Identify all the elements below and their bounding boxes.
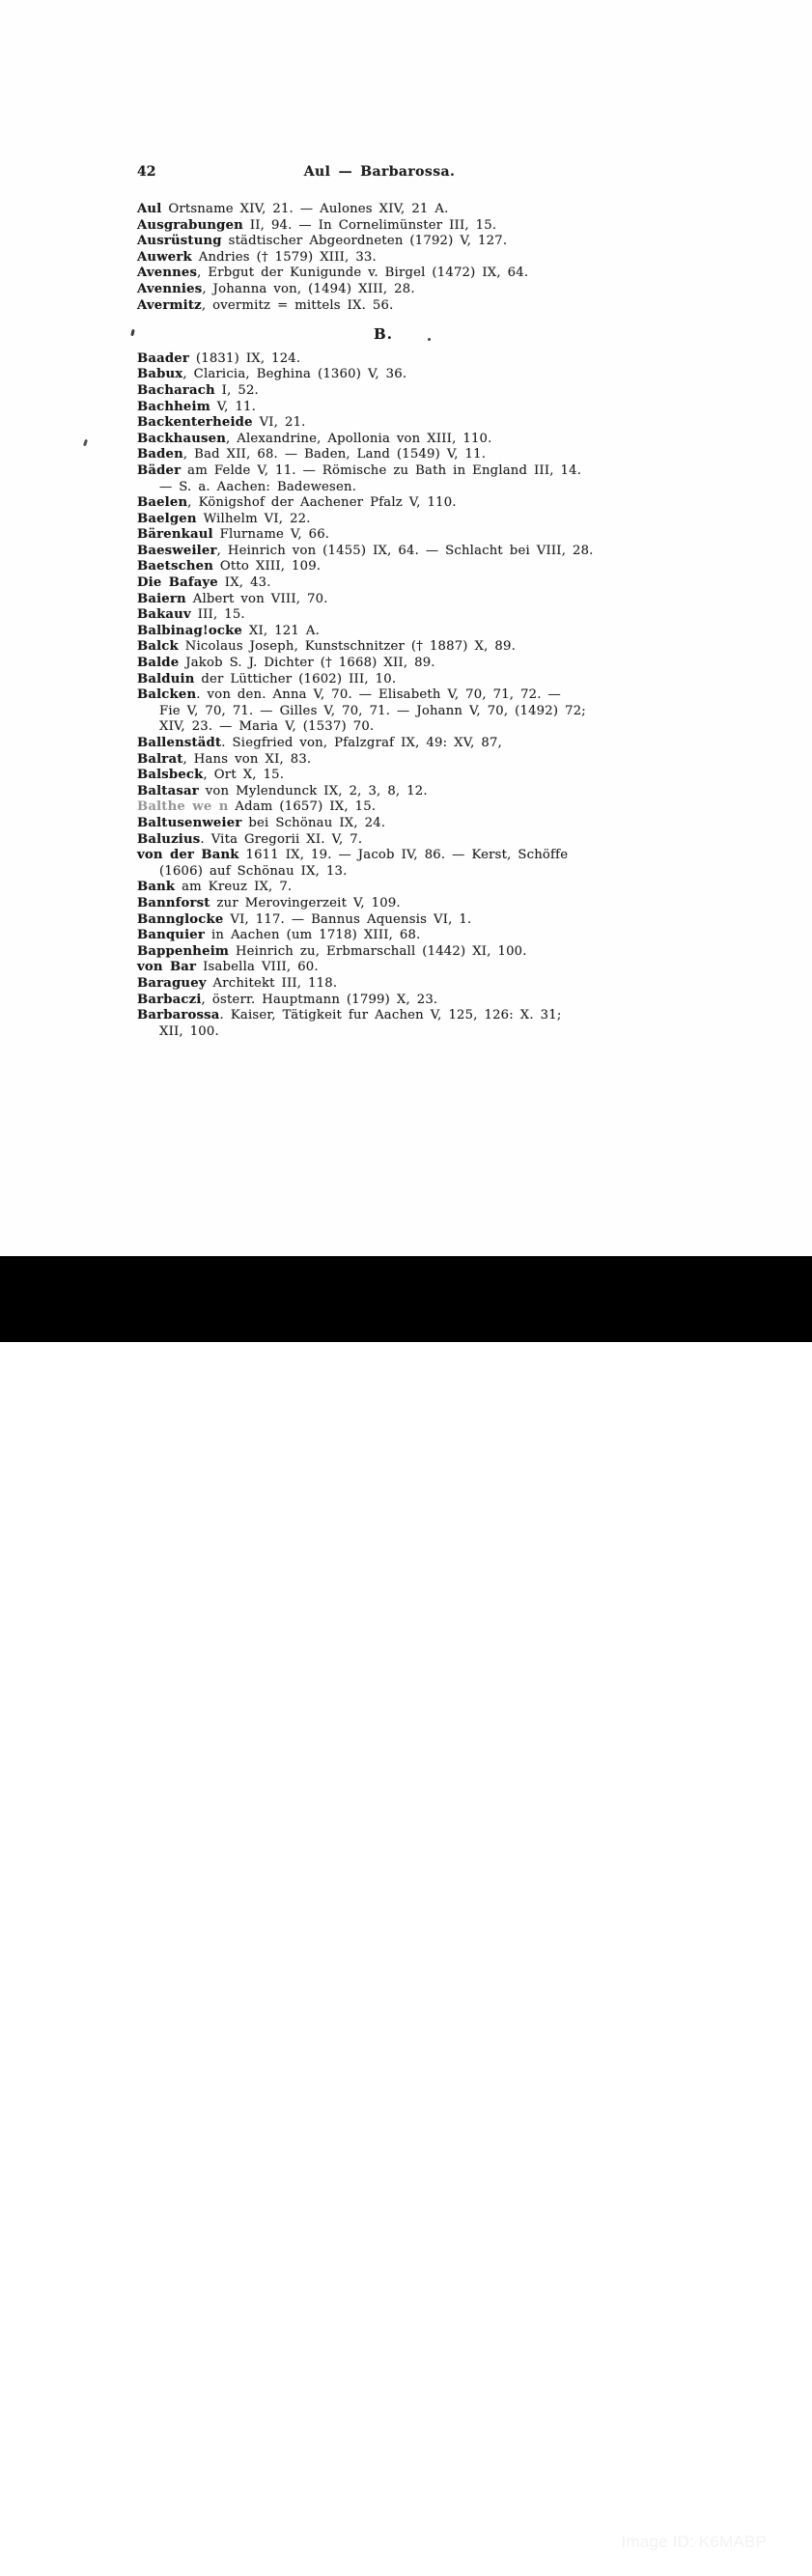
index-entry-line [137,1024,630,1041]
entry-headword: Baluzius [137,831,201,847]
entry-headword: Balthe we n [137,799,229,815]
section-heading-b: B. [374,325,393,344]
ink-speck [83,439,88,446]
index-entry-line [137,960,630,976]
entry-text: (1606) auf Schönau IX, 13. [159,863,348,879]
index-entry-line [137,832,630,849]
entry-headword: Balck [137,639,179,655]
entry-headword: Bäder [137,462,182,478]
entry-text: Andries († 1579) XIII, 33. [191,249,377,265]
entry-text: Heinrich zu, Erbmarschall (1442) XI, 100. [229,943,527,959]
page-header [137,164,622,182]
index-entry-line [137,575,630,592]
entry-text: , Ort X, 15. [203,768,285,783]
index-entry-line [137,607,630,624]
entry-text: Isabella VIII, 60. [196,960,319,975]
entry-text: , Johanna von, (1494) XIII, 28. [202,281,415,296]
entry-headword: Baesweiler [137,543,217,558]
index-section-b [137,351,630,1041]
entry-headword: Baiern [137,591,186,606]
entry-text: , Erbgut der Kunigunde v. Birgel (1472) IX, 64. [197,266,529,281]
entry-text: II, 94. — In Cornelimünster III, 15. [242,217,497,233]
entry-headword: Bakauv [137,607,191,623]
entry-headword: Auwerk [137,249,192,265]
index-entry-line [137,298,630,315]
index-entry-line [137,928,630,944]
index-entry-line [137,495,630,512]
entry-headword: Bannglocke [137,911,224,927]
entry-headword: Balbinag!ocke [137,623,243,638]
entry-text: Otto XIII, 109. [213,559,322,574]
index-entry-line [137,639,630,656]
index-entry-line [137,912,630,929]
entry-text: Wilhelm VI, 22. [196,511,311,526]
entry-headword: Balcken [137,687,197,703]
index-entry-line [137,704,630,720]
entry-text: bei Schönau IX, 24. [241,815,386,830]
entry-text: XII, 100. [159,1023,219,1039]
index-entry-line [137,768,630,784]
entry-headword: Balsbeck [137,768,204,783]
entry-headword: Backenterheide [137,415,253,431]
entry-text: , österr. Hauptmann (1799) X, 23. [201,992,438,1007]
index-entry-line [137,944,630,961]
index-entry-line [137,218,630,235]
entry-headword: Baetschen [137,559,213,574]
entry-headword: Banquier [137,928,206,943]
entry-text: XI, 121 A. [242,623,320,638]
entry-text: XIV, 23. — Maria V, (1537) 70. [159,719,375,735]
index-entry-line [137,736,630,752]
index-entry-line [137,816,630,832]
entry-headword: Bappenheim [137,943,230,959]
entry-text: , Claricia, Beghina (1360) V, 36. [182,367,407,382]
entry-text: , Hans von XI, 83. [182,751,312,767]
entry-text: Flurname V, 66. [212,527,330,543]
entry-text: VI, 117. — Bannus Aquensis VI, 1. [223,911,472,927]
entry-headword: Ausgrabungen [137,217,243,233]
entry-headword: Avermitz [137,297,202,313]
index-entry-line [137,447,630,463]
entry-text: . Vita Gregorii XI. V, 7. [200,831,363,847]
entry-text: am Kreuz IX, 7. [175,880,293,895]
entry-text: VI, 21. [252,415,306,431]
running-header: Aul — Barbarossa. [303,164,456,180]
alamy-logo: alamy [47,2517,150,2574]
index-entry-line [137,367,630,383]
entry-text: . Siegfried von, Pfalzgraf IX, 49: XV, 87, [221,736,502,750]
entry-text: Architekt III, 118. [206,975,338,991]
entry-headword: Bank [137,880,176,895]
index-entry-line [137,463,630,480]
entry-text: zur Merovingerzeit V, 109. [210,895,401,910]
image-id-text: Image ID: K6MABP [621,2533,767,2551]
entry-headword: Baltusenweier [137,815,242,830]
entry-headword: Die Bafaye [137,575,218,591]
index-entry-line [137,432,630,448]
entry-headword: Barbarossa [137,1008,220,1023]
index-entry-line [137,250,630,266]
entry-text: der Lütticher (1602) III, 10. [194,671,397,686]
index-entry-line [137,544,630,560]
entry-text: Adam (1657) IX, 15. [228,799,377,815]
entry-text: städtischer Abgeordneten (1792) V, 127. [221,234,508,249]
entry-headword: Ausrüstung [137,234,222,249]
index-text-column [137,202,630,1040]
entry-headword: Bachheim [137,399,210,414]
entry-headword: Baltasar [137,783,199,798]
entry-text: Albert von VIII, 70. [185,591,328,606]
index-entry-line [137,656,630,672]
entry-text: IX, 43. [217,575,271,591]
entry-text: Fie V, 70, 71. — Gilles V, 70, 71. — Johann V, 70, (1492) 72; [159,703,586,718]
index-entry-line [137,880,630,896]
entry-headword: Bärenkaul [137,527,213,543]
index-entry-line [137,752,630,769]
entry-text: von Mylendunck IX, 2, 3, 8, 12. [198,783,428,798]
entry-headword: von der Bank [137,848,239,863]
entry-headword: Balrat [137,751,183,767]
ink-speck [428,338,431,341]
entry-headword: Backhausen [137,431,226,446]
entry-text: 1611 IX, 19. — Jacob IV, 86. — Kerst, Schöffe [238,848,569,863]
entry-headword: Avennies [137,281,203,296]
index-entry-line [137,527,630,544]
entry-text: I, 52. [214,382,259,398]
entry-text: , overmitz = mittels IX. 56. [201,297,394,313]
entry-text: (1831) IX, 124. [189,350,301,366]
entry-headword: Baraguey [137,975,207,991]
entry-headword: Balde [137,656,180,671]
entry-text: Nicolaus Joseph, Kunstschnitzer († 1887) X, 89. [178,639,516,655]
ink-speck [130,329,135,337]
watermark-info [616,2533,767,2576]
index-entry-line [137,415,630,432]
entry-text: , Königshof der Aachener Pfalz V, 110. [187,495,457,511]
entry-headword: Baden [137,447,183,462]
index-entry-line [137,592,630,608]
entry-text: . Kaiser, Tätigkeit fur Aachen V, 125, 126: X. 31; [219,1008,562,1023]
index-entry-line [137,672,630,688]
index-entry-line [137,202,630,218]
entry-text: V, 11. [210,399,257,414]
entry-headword: Baelgen [137,511,197,526]
entry-text: , Heinrich von (1455) IX, 64. — Schlacht bei VIII, 28. [216,543,594,558]
entry-headword: Ballenstädt [137,736,222,750]
entry-headword: Bacharach [137,382,215,398]
entry-text: III, 15. [190,607,245,623]
index-entry-line [137,512,630,528]
entry-headword: Barbaczi [137,992,202,1007]
entry-headword: Avennes [137,266,198,281]
index-entry-line [137,848,630,864]
index-entry-line [137,351,630,368]
entry-headword: Aul [137,202,162,216]
index-entry-line [137,282,630,298]
index-entry-line [137,799,630,816]
entry-text: in Aachen (um 1718) XIII, 68. [205,928,421,943]
index-entry-line [137,864,630,881]
entry-headword: Baader [137,350,189,366]
index-entry-line [137,480,630,496]
page-number: 42 [137,164,156,180]
alamy-url: www.alamy.com [616,2555,767,2576]
entry-text: . von den. Anna V, 70. — Elisabeth V, 70, 71, 72. — [196,687,561,703]
entry-headword: von Bar [137,960,197,975]
index-entry-line [137,993,630,1009]
entry-headword: Balduin [137,671,195,686]
index-entry-line [137,1008,630,1024]
entry-text: Ortsname XIV, 21. — Aulones XIV, 21 A. [161,202,449,216]
entry-headword: Bannforst [137,895,210,910]
index-entry-line [137,687,630,704]
entry-text: , Alexandrine, Apollonia von XIII, 110. [225,431,492,446]
index-entry-line [137,976,630,993]
index-entry-line [137,559,630,575]
index-entry-line [137,719,630,736]
index-entry-line [137,784,630,800]
index-entry-line [137,624,630,640]
index-entry-line [137,400,630,416]
index-entry-line [137,383,630,400]
index-entry-line [137,266,630,282]
index-entry-line [137,234,630,250]
entry-text: , Bad XII, 68. — Baden, Land (1549) V, 11. [182,447,487,462]
entry-text: Jakob S. J. Dichter († 1668) XII, 89. [179,656,435,671]
index-section-a [137,202,630,314]
entry-headword: Baelen [137,495,188,511]
entry-headword: Babux [137,367,183,382]
entry-text: am Felde V, 11. — Römische zu Bath in England III, 14. [181,462,582,478]
entry-text: — S. a. Aachen: Badewesen. [159,479,357,494]
index-entry-line [137,896,630,912]
alamy-watermark-bar [0,1256,812,2576]
